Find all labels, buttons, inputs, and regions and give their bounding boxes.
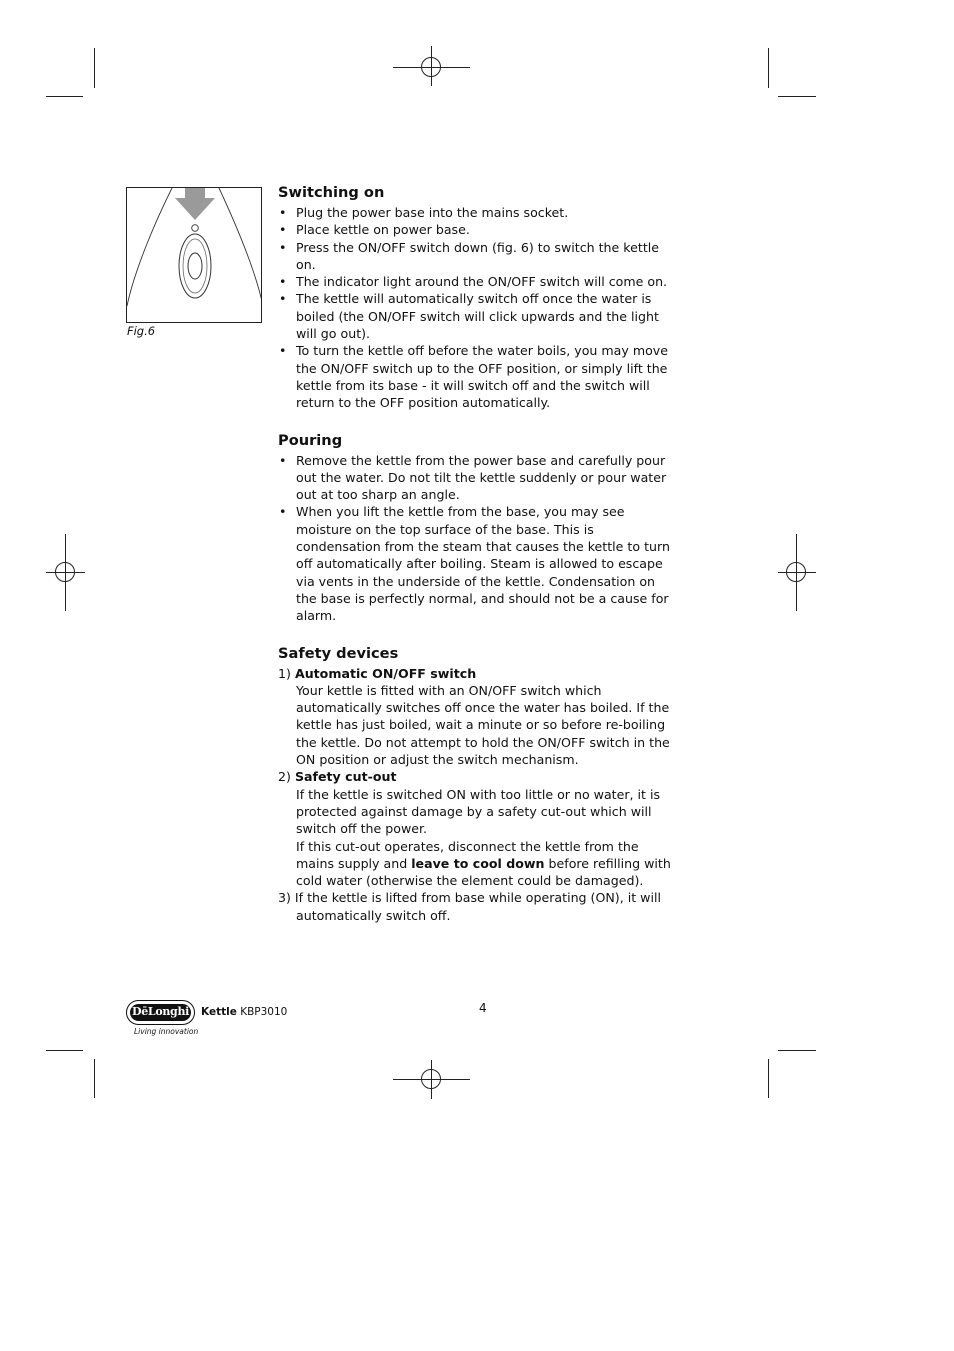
section-title: Switching on	[278, 184, 385, 201]
emphasis-text: leave to cool down	[411, 855, 545, 871]
registration-mark	[421, 57, 441, 77]
section-pouring	[278, 431, 678, 625]
list-item: • To turn the kettle off before the water boils, you may move the ON/OFF switch up to the OFF position, or simply lift the kettle from its base - it will switch off and the switch will return to the OFF position automatically.	[278, 342, 678, 411]
body-text: If this cut-out operates, disconnect the kettle from the mains supply and	[296, 838, 639, 871]
list-item: • The indicator light around the ON/OFF switch will come on.	[278, 273, 678, 290]
brand-logo-text: DēLonghi	[130, 1004, 191, 1021]
product-name: Kettle	[201, 1006, 237, 1018]
page-number: 4	[479, 1001, 487, 1015]
bullet-list	[278, 204, 678, 412]
crop-mark	[778, 96, 816, 97]
crop-mark	[46, 96, 83, 97]
item-body: If the kettle is switched ON with too little or no water, it is protected against damage by a safety cut-out which will switch off the power.	[296, 786, 661, 837]
crop-mark	[768, 48, 769, 88]
switch-button	[188, 253, 202, 279]
item-number: 2)	[278, 769, 291, 785]
item-heading	[278, 768, 678, 785]
indicator-light	[192, 225, 199, 232]
section-title: Safety devices	[278, 644, 399, 662]
list-item: • When you lift the kettle from the base, you may see moisture on the top surface of the base. This is condensation from the steam that causes the kettle to turn off automatically after boiling. Steam is allowed to escape via vents in the underside of the kettle. Condensation on the base is perfectly normal, and should not be a cause for alarm.	[278, 503, 678, 624]
safety-item-1	[278, 665, 678, 769]
brand-logo	[126, 1000, 195, 1025]
list-item: • The kettle will automatically switch off once the water is boiled (the ON/OFF switch will click upwards and the light will go out).	[278, 290, 678, 342]
crop-mark	[94, 1059, 95, 1098]
registration-mark	[786, 562, 806, 582]
list-item: • Remove the kettle from the power base and carefully pour out the water. Do not tilt the kettle suddenly or pour water out at too sharp an angle.	[278, 452, 678, 504]
figure-6-illustration	[126, 187, 262, 323]
body-text: before refilling with cold water (otherwise the element could be damaged).	[296, 855, 671, 889]
section-switching-on	[278, 183, 678, 412]
model-number: KBP3010	[240, 1006, 288, 1018]
item-number: 1)	[278, 665, 291, 681]
brand-tagline: Living innovation	[134, 1027, 199, 1036]
crop-mark	[768, 1059, 769, 1098]
safety-item-3: 3) If the kettle is lifted from base while operating (ON), it will automatically switch off.	[278, 890, 661, 923]
list-item: • Press the ON/OFF switch down (fig. 6) to switch the kettle on.	[278, 239, 678, 274]
list-item: • Plug the power base into the mains socket.	[278, 204, 678, 221]
list-item: • Place kettle on power base.	[278, 221, 678, 238]
safety-item-2	[278, 768, 678, 889]
crop-mark	[94, 48, 95, 88]
main-text-column	[278, 183, 678, 943]
product-model	[201, 1006, 287, 1018]
item-body	[278, 838, 678, 890]
item-body: Your kettle is fitted with an ON/OFF switch which automatically switches off once the water has boiled. If the kettle has just boiled, wait a minute or so before re-boiling the kettle. Do not attempt to hold the ON/OFF switch in the ON position or adjust the switch mechanism.	[296, 682, 670, 768]
item-heading-text: Safety cut-out	[294, 769, 397, 785]
item-heading-text: Automatic ON/OFF switch	[294, 665, 477, 681]
figure-caption: Fig.6	[127, 324, 156, 338]
registration-mark	[421, 1069, 441, 1089]
switch-outer	[179, 234, 211, 298]
crop-mark	[46, 1050, 83, 1051]
section-safety-devices	[278, 644, 678, 924]
kettle-switch-diagram	[127, 188, 262, 323]
arrow-down-icon	[175, 188, 215, 220]
bullet-list	[278, 452, 678, 625]
item-heading	[278, 665, 678, 682]
registration-mark	[55, 562, 75, 582]
crop-mark	[778, 1050, 816, 1051]
section-title: Pouring	[278, 431, 343, 449]
